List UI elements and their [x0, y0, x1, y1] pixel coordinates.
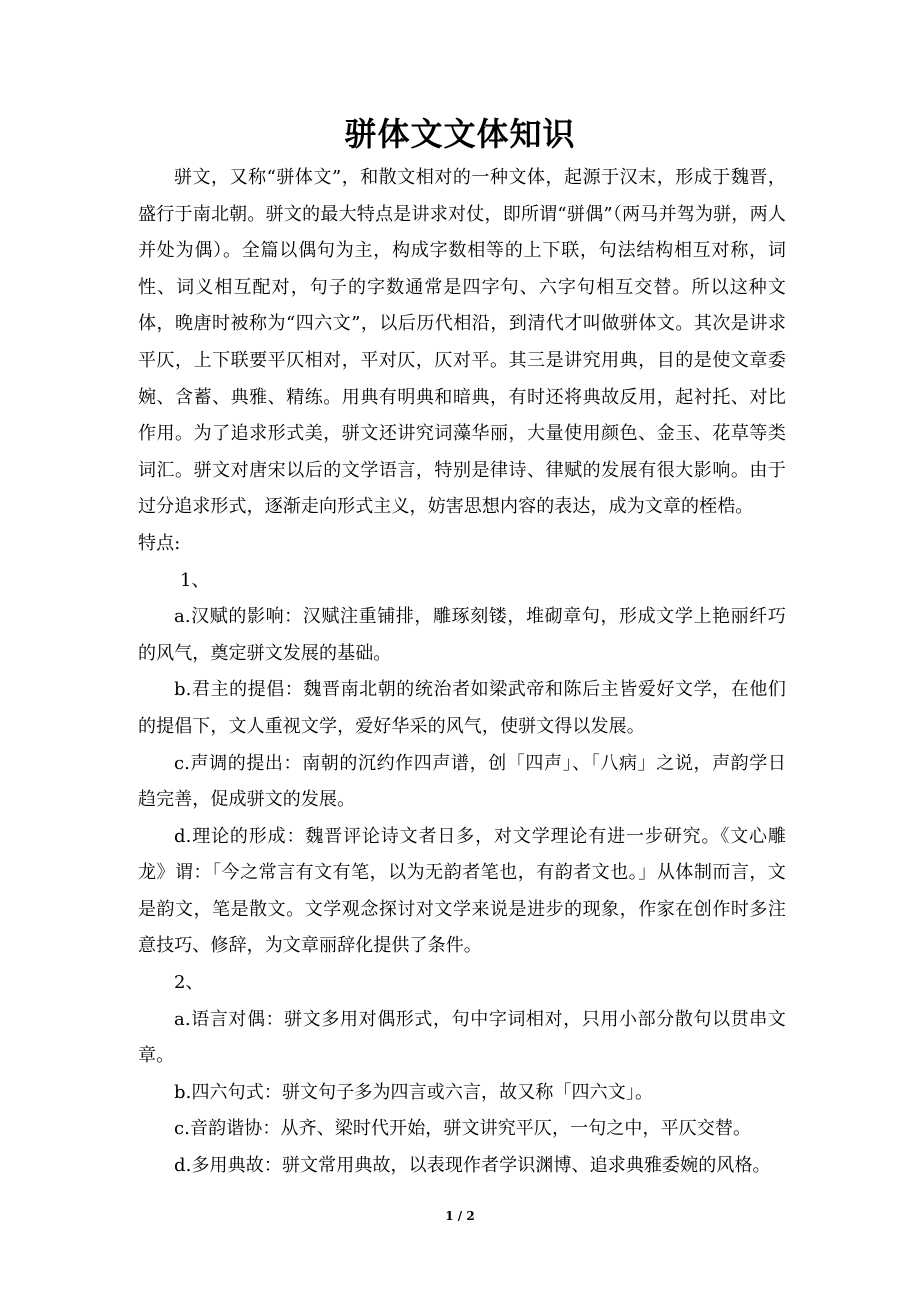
section-number-2: 2、 [174, 972, 204, 994]
list-item-2b: b.四六句式：骈文句子多为四言或六言，故又称「四六文」。 [174, 1081, 654, 1103]
document-body [138, 160, 786, 1185]
features-heading: 特点: [138, 532, 181, 554]
list-item-1c: c.声调的提出：南朝的沉约作四声谱，创「四声」、「八病」之说，声韵学日趋完善，促成骈文的发展。 [138, 752, 786, 811]
list-item-2c: c.音韵谐协：从齐、梁时代开始，骈文讲究平仄，一句之中，平仄交替。 [174, 1118, 752, 1140]
document-title: 骈体文文体知识 [344, 115, 576, 153]
page-number: 1 / 2 [445, 1209, 475, 1223]
intro-paragraph: 骈文，又称“骈体文”，和散文相对的一种文体，起源于汉末，形成于魏晋，盛行于南北朝。骈文的最大特点是讲求对仗，即所谓“骈偶”（两马并驾为骈，两人并处为偶）。全篇以偶句为主，构成字数相等的上下联，句法结构相互对称，词性、词义相互配对，句子的字数通常是四字句、六字句相互交替。所以这种文体，晚唐时被称为“四六文”，以后历代相沿，到清代才叫做骈体文。其次是讲求平仄，上下联要平仄相对，平对仄，仄对平。其三是讲究用典，目的是使文章委婉、含蓄、典雅、精练。用典有明典和暗典，有时还将典故反用，起衬托、对比作用。为了追求形式美，骈文还讲究词藻华丽，大量使用颜色、金玉、花草等类词汇。骈文对唐宋以后的文学语言，特别是律诗、律赋的发展有很大影响。由于过分追求形式，逐渐走向形式主义，妨害思想内容的表达，成为文章的桎梏。 [138, 167, 786, 518]
list-item-2d: d.多用典故：骈文常用典故，以表现作者学识渊博、追求典雅委婉的风格。 [174, 1155, 771, 1177]
list-item-1d: d.理论的形成：魏晋评论诗文者日多，对文学理论有进一步研究。《文心雕龙》谓：「今之常言有文有笔，以为无韵者笔也，有韵者文也。」从体制而言，文是韵文，笔是散文。文学观念探讨对文学来说是进步的现象，作家在创作时多注意技巧、修辞，为文章丽辞化提供了条件。 [138, 825, 786, 957]
section-number-1: 1、 [180, 569, 210, 591]
list-item-1a: a.汉赋的影响：汉赋注重铺排，雕琢刻镂，堆砌章句，形成文学上艳丽纤巧的风气，奠定骈文发展的基础。 [138, 606, 786, 664]
list-item-2a: a.语言对偶：骈文多用对偶形式，句中字词相对，只用小部分散句以贯串文章。 [138, 1008, 786, 1067]
list-item-1b: b.君主的提倡：魏晋南北朝的统治者如梁武帝和陈后主皆爱好文学，在他们的提倡下，文人重视文学，爱好华采的风气，使骈文得以发展。 [138, 679, 786, 737]
